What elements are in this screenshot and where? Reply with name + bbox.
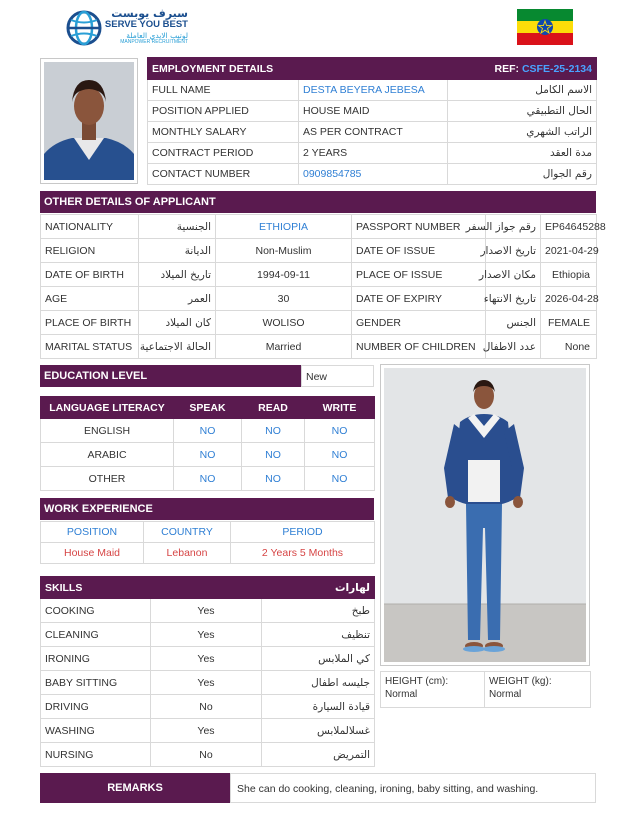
ar-label-marital-status: الحالة الاجتماعية	[139, 335, 216, 359]
ar-label-contact-number: رقم الجوال	[448, 164, 597, 185]
label-contract-period: CONTRACT PERIOD	[148, 143, 299, 164]
speak-value: NO	[174, 467, 242, 491]
value-date-of-issue: 2021-04-29	[541, 239, 597, 263]
weight-cell	[485, 672, 591, 708]
label-date-of-issue: DATE OF ISSUE	[352, 239, 486, 263]
header-language: LANGUAGE LITERACY	[41, 397, 174, 419]
label-place-of-issue: PLACE OF ISSUE	[352, 263, 486, 287]
read-value: NO	[242, 467, 305, 491]
row-position-applied	[148, 101, 597, 122]
other-row-place-of-birth	[41, 311, 597, 335]
ar-label-nationality: الجنسية	[139, 215, 216, 239]
value-monthly-salary: AS PER CONTRACT	[299, 122, 448, 143]
value-marital-status: Married	[216, 335, 352, 359]
height-weight-table	[380, 671, 591, 708]
write-value: NO	[305, 419, 375, 443]
label-contact-number: CONTACT NUMBER	[148, 164, 299, 185]
value-age: 30	[216, 287, 352, 311]
skill-row	[41, 719, 375, 743]
read-value: NO	[242, 443, 305, 467]
label-full-name: FULL NAME	[148, 80, 299, 101]
label-position-applied: POSITION APPLIED	[148, 101, 299, 122]
header-speak: SPEAK	[174, 397, 242, 419]
skill-name: NURSING	[41, 743, 151, 767]
logo-en-sub: MANPOWER RECRUITMENT	[120, 39, 188, 45]
value-gender: FEMALE	[541, 311, 597, 335]
header-country: COUNTRY	[144, 522, 231, 543]
skill-name: IRONING	[41, 647, 151, 671]
label-number-of-children: NUMBER OF CHILDREN	[352, 335, 486, 359]
ar-label-contract-period: مدة العقد	[448, 143, 597, 164]
row-contract-period	[148, 143, 597, 164]
skill-row	[41, 599, 375, 623]
education-level-title: EDUCATION LEVEL	[40, 365, 301, 387]
value-date-of-expiry: 2026-04-28	[541, 287, 597, 311]
label-place-of-birth: PLACE OF BIRTH	[41, 311, 139, 335]
ar-label-age: العمر	[139, 287, 216, 311]
skill-name: BABY SITTING	[41, 671, 151, 695]
label-date-of-expiry: DATE OF EXPIRY	[352, 287, 486, 311]
education-level-value: New	[301, 365, 374, 387]
applicant-full-body-photo	[380, 364, 590, 666]
read-value: NO	[242, 419, 305, 443]
ethiopia-flag-icon	[517, 9, 573, 45]
ar-label-place-of-issue: مكان الاصدار	[486, 263, 541, 287]
value-passport-number: EP64645288	[541, 215, 597, 239]
other-details-title: OTHER DETAILS OF APPLICANT	[40, 191, 596, 213]
ar-label-position-applied: الحال التطبيقي	[448, 101, 597, 122]
ar-label-date-of-birth: تاريخ الميلاد	[139, 263, 216, 287]
value-place-of-birth: WOLISO	[216, 311, 352, 335]
label-nationality: NATIONALITY	[41, 215, 139, 239]
row-contact-number	[148, 164, 597, 185]
value-position-applied: HOUSE MAID	[299, 101, 448, 122]
height-value: Normal	[385, 689, 418, 700]
write-value: NO	[305, 443, 375, 467]
value-place-of-issue: Ethiopia	[541, 263, 597, 287]
value-nationality: ETHIOPIA	[216, 215, 352, 239]
company-logo	[66, 8, 186, 48]
remarks-title: REMARKS	[40, 773, 230, 803]
employment-details-table	[147, 57, 597, 185]
language-row	[41, 419, 375, 443]
label-monthly-salary: MONTHLY SALARY	[148, 122, 299, 143]
skill-row	[41, 695, 375, 719]
skill-row	[41, 743, 375, 767]
ar-label-gender: الجنس	[486, 311, 541, 335]
skills-header-blank	[151, 577, 262, 599]
work-country-value: Lebanon	[144, 543, 231, 564]
reference-number: REF: CSFE-25-2134	[299, 58, 597, 80]
skill-row	[41, 647, 375, 671]
language-row	[41, 443, 375, 467]
other-row-religion	[41, 239, 597, 263]
label-date-of-birth: DATE OF BIRTH	[41, 263, 139, 287]
skill-value: Yes	[151, 623, 262, 647]
other-row-nationality	[41, 215, 597, 239]
value-religion: Non-Muslim	[216, 239, 352, 263]
logo-en-title: SERVE YOU BEST	[104, 19, 188, 30]
row-full-name	[148, 80, 597, 101]
skill-row	[41, 623, 375, 647]
logo-ar-title: سيرف يوبست	[111, 7, 188, 20]
skills-title: SKILLS	[41, 577, 151, 599]
height-cell	[381, 672, 485, 708]
other-row-marital-status	[41, 335, 597, 359]
skill-name: COOKING	[41, 599, 151, 623]
language-name: OTHER	[41, 467, 174, 491]
skill-name: CLEANING	[41, 623, 151, 647]
language-name: ENGLISH	[41, 419, 174, 443]
ar-label-date-of-issue: تاريخ الاصدار	[486, 239, 541, 263]
ar-label-number-of-children: عدد الاطفال	[486, 335, 541, 359]
skill-ar-name: غسلالملابس	[262, 719, 375, 743]
other-row-age	[41, 287, 597, 311]
skill-value: No	[151, 695, 262, 719]
ar-label-place-of-birth: كان الميلاد	[139, 311, 216, 335]
ar-label-religion: الديانة	[139, 239, 216, 263]
skills-table	[40, 576, 375, 767]
ar-label-monthly-salary: الراتب الشهري	[448, 122, 597, 143]
weight-value: Normal	[489, 689, 522, 700]
skill-value: Yes	[151, 647, 262, 671]
header-position: POSITION	[41, 522, 144, 543]
write-value: NO	[305, 467, 375, 491]
skills-ar-title: لهارات	[262, 577, 375, 599]
remarks-value: She can do cooking, cleaning, ironing, baby sitting, and washing.	[230, 773, 596, 803]
weight-label: WEIGHT (kg):	[489, 676, 552, 687]
label-gender: GENDER	[352, 311, 486, 335]
value-full-name: DESTA BEYERA JEBESA	[299, 80, 448, 101]
logo-globe-icon	[66, 10, 102, 46]
skill-ar-name: التمريض	[262, 743, 375, 767]
language-name: ARABIC	[41, 443, 174, 467]
header-read: READ	[242, 397, 305, 419]
skill-ar-name: قيادة السيارة	[262, 695, 375, 719]
reference-value: CSFE-25-2134	[521, 62, 592, 75]
label-marital-status: MARITAL STATUS	[41, 335, 139, 359]
value-date-of-birth: 1994-09-11	[216, 263, 352, 287]
work-position-value: House Maid	[41, 543, 144, 564]
skill-name: WASHING	[41, 719, 151, 743]
language-literacy-table	[40, 396, 375, 491]
skill-ar-name: طبخ	[262, 599, 375, 623]
row-monthly-salary	[148, 122, 597, 143]
work-experience-title: WORK EXPERIENCE	[40, 498, 374, 520]
skill-ar-name: تنظيف	[262, 623, 375, 647]
skill-row	[41, 671, 375, 695]
work-period-value: 2 Years 5 Months	[231, 543, 375, 564]
other-row-date-of-birth	[41, 263, 597, 287]
skill-ar-name: جليسه اطفال	[262, 671, 375, 695]
work-experience-table	[40, 521, 375, 564]
skill-name: DRIVING	[41, 695, 151, 719]
speak-value: NO	[174, 419, 242, 443]
label-passport-number: PASSPORT NUMBER	[352, 215, 486, 239]
header-write: WRITE	[305, 397, 375, 419]
skill-value: No	[151, 743, 262, 767]
employment-details-title: EMPLOYMENT DETAILS	[148, 58, 299, 80]
label-religion: RELIGION	[41, 239, 139, 263]
skill-ar-name: كي الملابس	[262, 647, 375, 671]
header-period: PERIOD	[231, 522, 375, 543]
language-row	[41, 467, 375, 491]
value-contract-period: 2 YEARS	[299, 143, 448, 164]
other-details-table	[40, 214, 606, 359]
skill-value: Yes	[151, 719, 262, 743]
height-label: HEIGHT (cm):	[385, 676, 449, 687]
logo-ar-sub: لوتيب الايدي العاملة	[126, 30, 188, 40]
speak-value: NO	[174, 443, 242, 467]
skill-value: Yes	[151, 671, 262, 695]
ar-label-full-name: الاسم الكامل	[448, 80, 597, 101]
value-contact-number[interactable]: 0909854785	[299, 164, 448, 185]
skill-value: Yes	[151, 599, 262, 623]
ar-label-passport-number: رقم جواز السفر	[486, 215, 541, 239]
value-number-of-children: None	[541, 335, 597, 359]
applicant-portrait-photo	[40, 58, 138, 184]
ar-label-date-of-expiry: تاريخ الانتهاء	[486, 287, 541, 311]
label-age: AGE	[41, 287, 139, 311]
